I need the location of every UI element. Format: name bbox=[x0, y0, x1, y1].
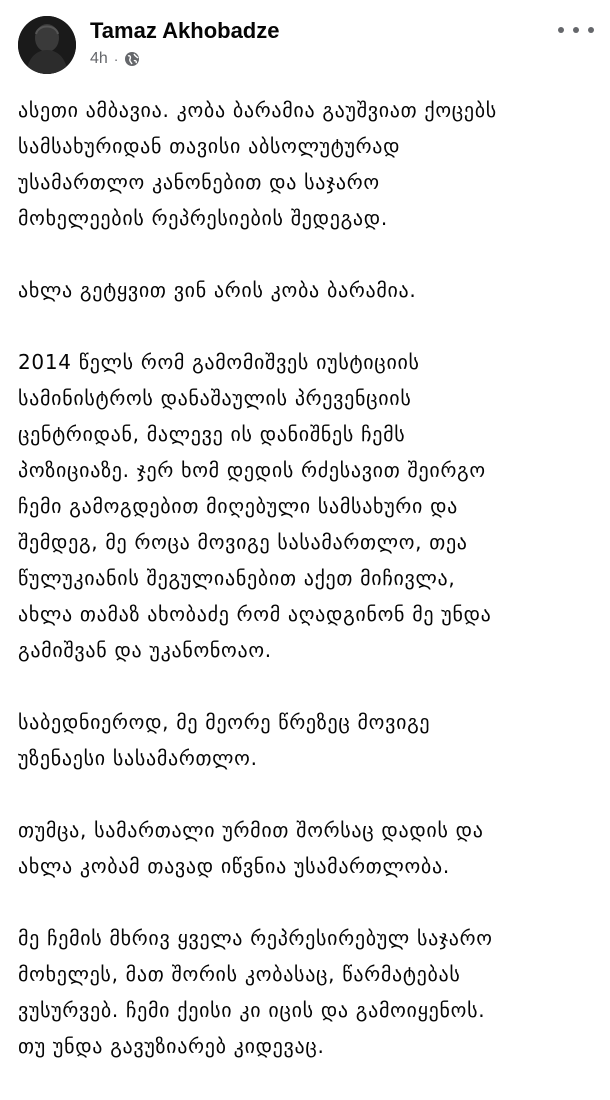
post-text-line: მე ჩემის მხრივ ყველა რეპრესირებულ საჯარო bbox=[18, 926, 493, 950]
avatar[interactable] bbox=[18, 16, 76, 74]
meta-separator: · bbox=[113, 51, 119, 67]
post-text-line: უსამართლო კანონებით და საჯარო bbox=[18, 170, 380, 194]
post-text-line: შემდეგ, მე როცა მოვიგე სასამართლო, თეა bbox=[18, 530, 468, 554]
globe-icon[interactable] bbox=[124, 51, 140, 67]
post-body bbox=[18, 92, 602, 1100]
post-text-line: სამსახურიდან თავისი აბსოლუტურად bbox=[18, 134, 401, 158]
post-text-line: პოზიციაზე. ჯერ ხომ დედის რძესავით შეირგო bbox=[18, 458, 486, 482]
more-options-icon[interactable] bbox=[558, 20, 594, 40]
post-paragraph bbox=[18, 704, 602, 776]
post-text-line: ახლა კობამ თავად იწვნია უსამართლობა. bbox=[18, 854, 450, 878]
post-text-line: 2014 წელს რომ გამომიშვეს იუსტიციის bbox=[18, 350, 420, 374]
post-text-line: ახლა გეტყვით ვინ არის კობა ბარამია. bbox=[18, 278, 417, 302]
post-text-line: ცენტრიდან, მალევე ის დანიშნეს ჩემს bbox=[18, 422, 406, 446]
post-text-line: სამინისტროს დანაშაულის პრევენციის bbox=[18, 386, 412, 410]
post-meta bbox=[90, 50, 140, 68]
post-text-line: გამიშვან და უკანონოაო. bbox=[18, 638, 272, 662]
post-text-line: ვუსურვებ. ჩემი ქეისი კი იცის და გამოიყენოს. bbox=[18, 998, 486, 1022]
post-text-line: ახლა თამაზ ახობაძე რომ აღადგინონ მე უნდა bbox=[18, 602, 492, 626]
post-text-line: ჩემი გამოგდებით მიღებული სამსახური და bbox=[18, 494, 459, 518]
post-text-line: თუ უნდა გავუზიარებ კიდევაც. bbox=[18, 1034, 325, 1058]
post-paragraph bbox=[18, 920, 602, 1064]
post-text-line: უზენაესი სასამართლო. bbox=[18, 746, 258, 770]
post-header bbox=[18, 14, 598, 78]
post-time[interactable]: 4h bbox=[90, 50, 108, 67]
post-paragraph bbox=[18, 344, 602, 668]
post-text-line: მოხელეების რეპრესიების შედეგად. bbox=[18, 206, 388, 230]
post-text-line: მოხელეს, მათ შორის კობასაც, წარმატებას bbox=[18, 962, 461, 986]
post-paragraph bbox=[18, 272, 602, 308]
post-text-line: თუმცა, სამართალი ურმით შორსაც დადის და bbox=[18, 818, 484, 842]
post-text-line: საბედნიეროდ, მე მეორე წრეზეც მოვიგე bbox=[18, 710, 431, 734]
post-paragraph bbox=[18, 92, 602, 236]
post-paragraph bbox=[18, 812, 602, 884]
author-name[interactable]: Tamaz Akhobadze bbox=[90, 18, 280, 43]
post-text-line: წულუკიანის შეგულიანებით აქეთ მიჩივლა, bbox=[18, 566, 456, 590]
post-text-line: ასეთი ამბავია. კობა ბარამია გაუშვიათ ქოცებს bbox=[18, 98, 497, 122]
